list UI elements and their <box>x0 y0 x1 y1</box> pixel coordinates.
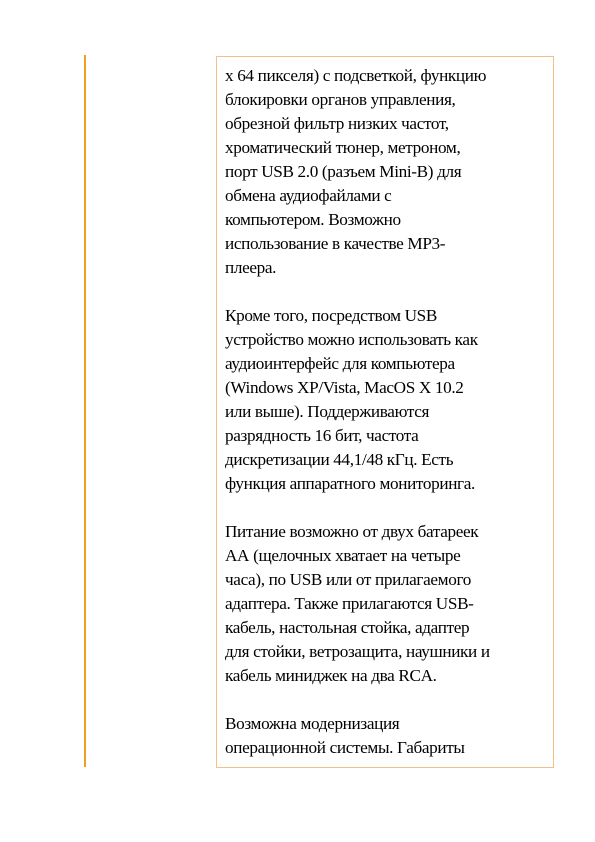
text-line: x 64 пикселя) с подсветкой, функцию <box>225 66 487 85</box>
text-line: АА (щелочных хватает на четыре <box>225 546 461 565</box>
text-line: кабель миниджек на два RCA. <box>225 666 437 685</box>
text-line: плеера. <box>225 258 277 277</box>
left-margin-rule <box>84 55 86 767</box>
text-line: порт USB 2.0 (разъем Mini-B) для <box>225 162 462 181</box>
text-line: обмена аудиофайлами с <box>225 186 392 205</box>
text-line: функция аппаратного мониторинга. <box>225 474 475 493</box>
text-line: обрезной фильтр низких частот, <box>225 114 449 133</box>
text-line: или выше). Поддерживаются <box>225 402 430 421</box>
text-line: (Windows XP/Vista, MacOS X 10.2 <box>225 378 464 397</box>
text-line: часа), по USB или от прилагаемого <box>225 570 471 589</box>
text-line: для стойки, ветрозащита, наушники и <box>225 642 490 661</box>
text-line: компьютером. Возможно <box>225 210 401 229</box>
text-line: разрядность 16 бит, частота <box>225 426 419 445</box>
text-line: операционной системы. Габариты <box>225 738 465 757</box>
text-line: Кроме того, посредством USB <box>225 306 437 325</box>
text-line: Возможна модернизация <box>225 714 400 733</box>
text-column-cell <box>216 56 554 768</box>
text-line: аудиоинтерфейс для компьютера <box>225 354 455 373</box>
text-line: адаптера. Также прилагаются USB- <box>225 594 474 613</box>
text-line: Питание возможно от двух батареек <box>225 522 479 541</box>
text-line: дискретизации 44,1/48 кГц. Есть <box>225 450 454 469</box>
text-line: хроматический тюнер, метроном, <box>225 138 461 157</box>
paragraph-features <box>225 64 545 280</box>
text-line: блокировки органов управления, <box>225 90 456 109</box>
paragraph-upgrade <box>225 712 545 760</box>
paragraph-power <box>225 520 545 688</box>
text-line: использование в качестве MP3- <box>225 234 446 253</box>
paragraph-usb-interface <box>225 304 545 496</box>
text-line: кабель, настольная стойка, адаптер <box>225 618 470 637</box>
text-line: устройство можно использовать как <box>225 330 478 349</box>
